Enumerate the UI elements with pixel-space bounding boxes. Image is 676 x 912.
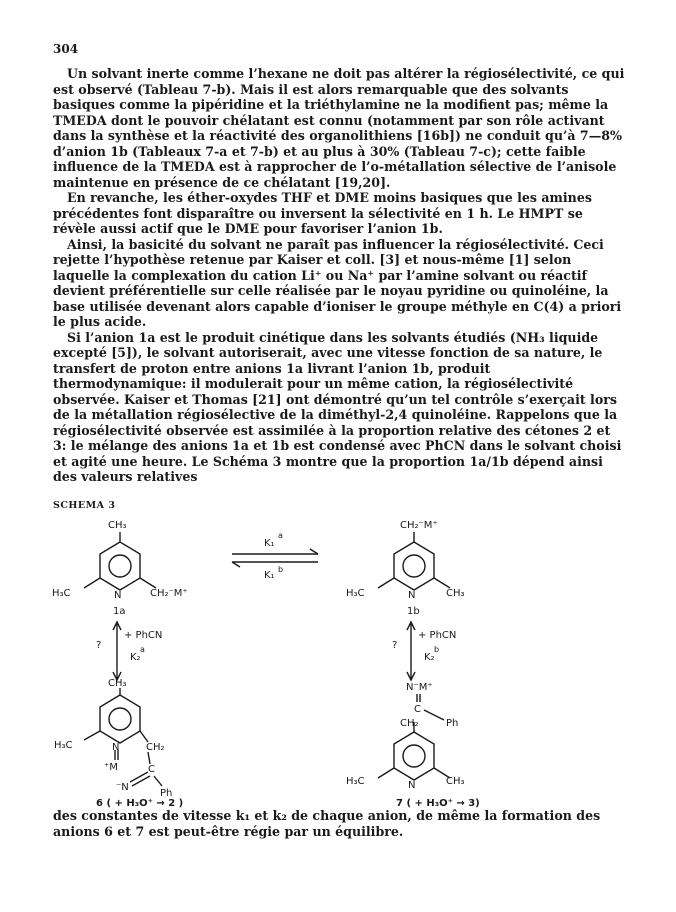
- label-6-n-minus: ⁻N: [116, 782, 129, 793]
- label-1a-h3c: H₃C: [52, 588, 71, 599]
- schema-title: SCHEMA 3: [53, 500, 116, 511]
- label-k1-bottom: K₁: [264, 570, 275, 581]
- label-k1-b: b: [278, 565, 284, 574]
- label-6-c: C: [148, 764, 155, 775]
- label-q-right: ?: [392, 640, 398, 651]
- label-k2-right: K₂: [424, 652, 435, 663]
- label-7-ph: Ph: [446, 718, 459, 729]
- label-1b: 1b: [407, 606, 420, 617]
- paragraph-3: Ainsi, la basicité du solvant ne paraît pas influencer la régiosélectivité. Ceci rejette l’hypothèse retenue par Kaiser et coll. [3] et nous-même [1] selon laquelle la complexation du cation Li⁺ ou Na⁺ par l’amine solvant ou réactif devient préférentielle sur celle réalisée par le noyau pyridine ou quinoléine, la base utilisée devenant alors capable d’ioniser le groupe méthyle en C(4) a priori le plus acide.: [53, 236, 622, 329]
- label-7-ch2: CH₂: [400, 718, 419, 729]
- label-6-h3c: H₃C: [54, 740, 73, 751]
- label-k2-left: K₂: [130, 652, 141, 663]
- label-k2-b: b: [434, 645, 440, 654]
- label-1b-n: N: [408, 590, 416, 601]
- label-k2-a: a: [140, 645, 145, 654]
- label-k1-a: a: [278, 531, 283, 540]
- ring-1b-aromatic: [403, 555, 425, 577]
- ring-7: [394, 732, 434, 780]
- label-1b-ch3: CH₃: [446, 588, 465, 599]
- ring-1b: [394, 542, 434, 590]
- paragraph-2: En revanche, les éther-oxydes THF et DME moins basiques que les amines précédentes font disparaître ou inversent la sélectivité en 1 h. Le HMPT se révèle aussi actif que le DME pour favoriser l’anion 1b.: [53, 190, 592, 236]
- label-7-n: N: [408, 780, 416, 791]
- label-1b-ch2m: CH₂⁻M⁺: [400, 520, 438, 531]
- paragraph-5: des constantes de vitesse k₁ et k₂ de chaque anion, de même la formation des anions 6 et 7 est peut-être régie par un équilibre.: [53, 808, 601, 839]
- ring-7-aromatic: [403, 745, 425, 767]
- label-7-c: C: [414, 704, 421, 715]
- label-7-h3c: H₃C: [346, 776, 365, 787]
- label-6-ch2: CH₂: [146, 742, 165, 753]
- label-phcn-b: + PhCN: [418, 630, 457, 641]
- ring-1a: [100, 542, 140, 590]
- reaction-scheme: [0, 510, 676, 810]
- page-number: 304: [53, 42, 79, 56]
- closing-text: [53, 808, 625, 839]
- ring-6-aromatic: [109, 708, 131, 730]
- caption-7: 7 ( + H₃O⁺ → 3): [396, 798, 480, 809]
- label-7-nm: N⁻M⁺: [406, 682, 433, 693]
- label-6-ch3: CH₃: [108, 678, 127, 689]
- label-6-n: N: [112, 742, 120, 753]
- ring-1a-aromatic: [109, 555, 131, 577]
- label-1a: 1a: [113, 606, 126, 617]
- label-k1-top: K₁: [264, 538, 275, 549]
- ring-6: [100, 695, 140, 743]
- label-1a-ch2m: CH₂⁻M⁺: [150, 588, 188, 599]
- label-6-ph: Ph: [160, 788, 173, 799]
- label-phcn-a: + PhCN: [124, 630, 163, 641]
- label-6-m: ⁺M: [104, 762, 118, 773]
- paragraph-4: Si l’anion 1a est le produit cinétique dans les solvants étudiés (NH₃ liquide excepté [5]), le solvant autoriserait, avec une vitesse fonction de sa nature, le transfert de proton entre anions 1a livrant l’anion 1b, produit thermodynamique: il modulerait pour un même cation, la régiosélectivité observée. Kaiser et Thomas [21] ont démontré qu’un tel contrôle s’exerçait lors de la métallation régiosélective de la diméthyl-2,4 quinoléine. Rappelons que la régiosélectivité observée est assimilée à la proportion relative des cétones 2 et 3: le mélange des anions 1a et 1b est condensé avec PhCN dans le solvant choisi et agité une heure. Le Schéma 3 montre que la proportion 1a/1b dépend ainsi des valeurs relatives: [53, 329, 622, 484]
- label-7-ch3: CH₃: [446, 776, 465, 787]
- label-1a-ch3: CH₃: [108, 520, 127, 531]
- label-1b-h3c: H₃C: [346, 588, 365, 599]
- label-q-left: ?: [96, 640, 102, 651]
- main-text: [53, 66, 625, 485]
- paragraph-1: Un solvant inerte comme l’hexane ne doit pas altérer la régiosélectivité, ce qui est observé (Tableau 7-b). Mais il est alors remarquable que des solvants basiques comme la pipéridine et la triéthylamine ne la modifient pas; même la TMEDA dont le pouvoir chélatant est connu (notamment par son rôle activant dans la synthèse et la réactivité des organolithiens [16b]) ne conduit qu’à 7—8% d’anion 1b (Tableaux 7-a et 7-b) et au plus à 30% (Tableau 7-c); cette faible influence de la TMEDA est à rapprocher de l’o-métallation sélective de l’anisole maintenue en présence de ce chélatant [19,20].: [53, 66, 625, 190]
- caption-6: 6 ( + H₃O⁺ → 2 ): [96, 798, 184, 809]
- label-1a-n: N: [114, 590, 122, 601]
